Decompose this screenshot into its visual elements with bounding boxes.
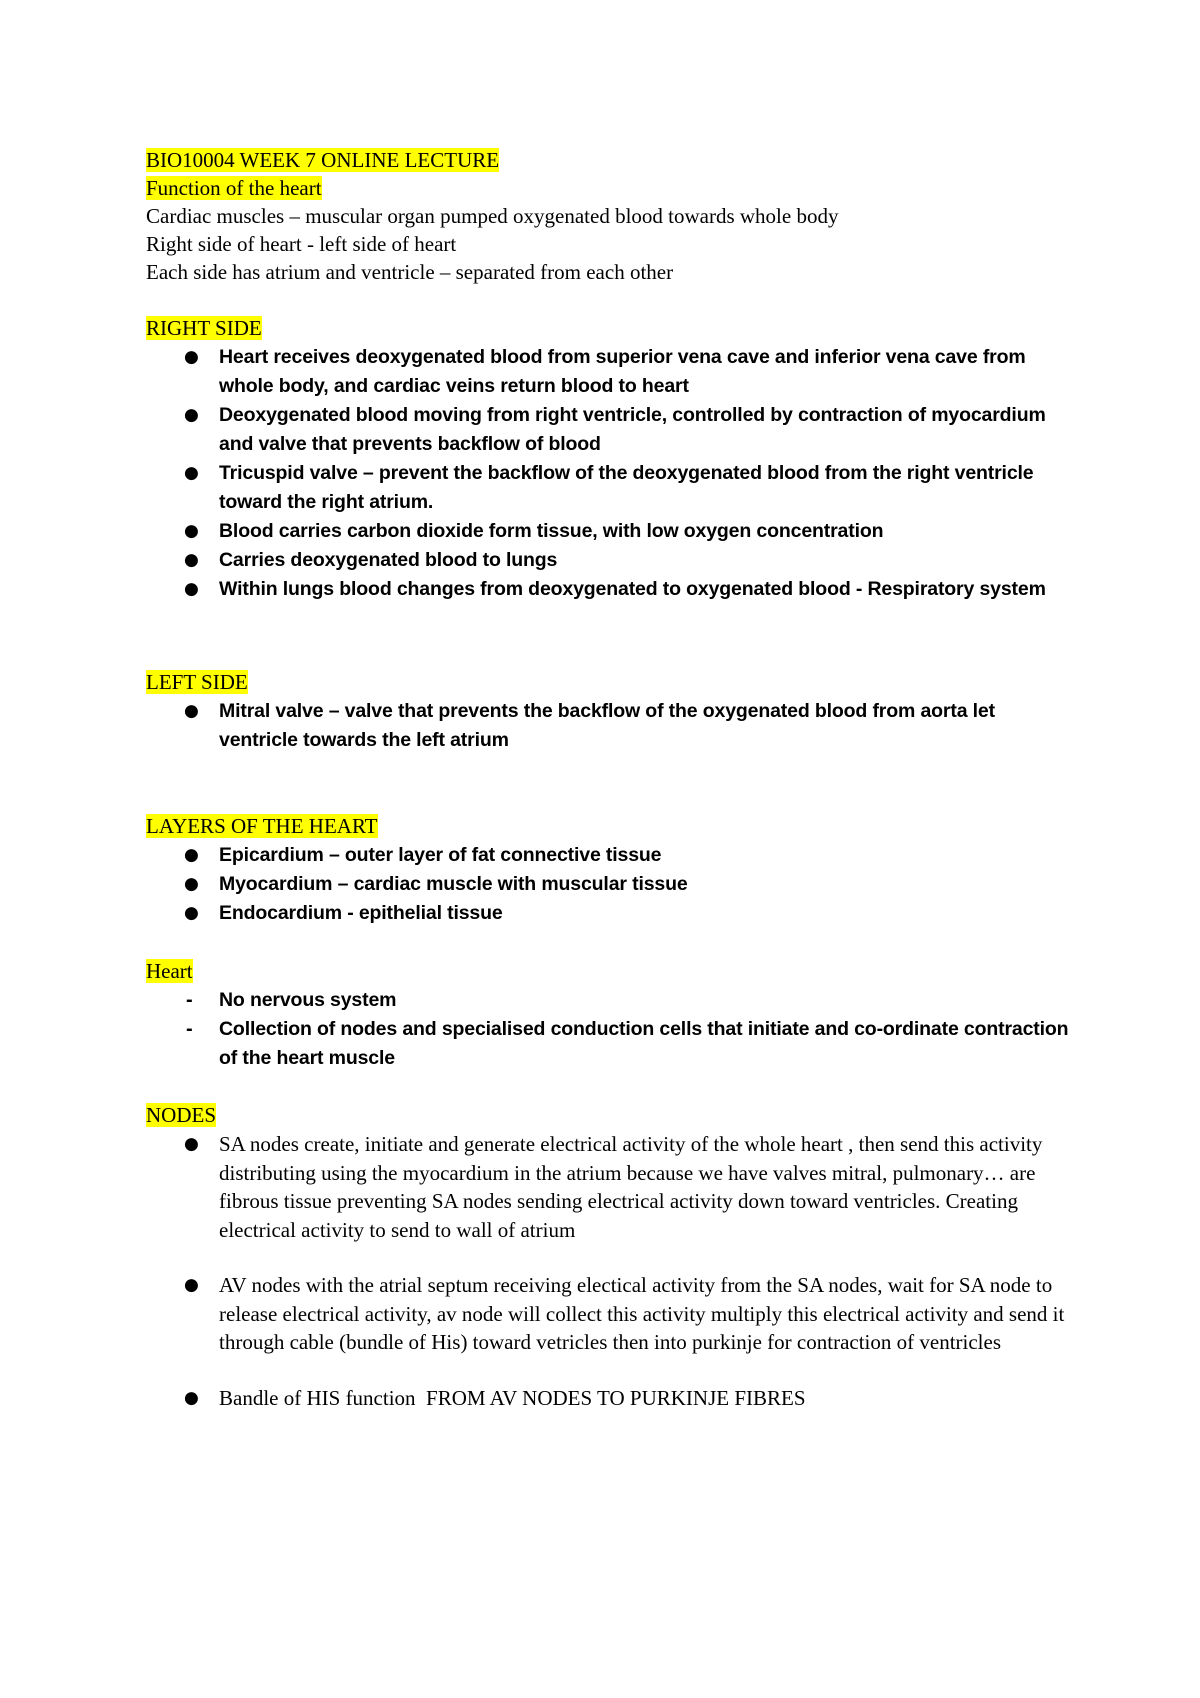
list-item (0, 986, 1069, 1015)
list-item (0, 1130, 1069, 1244)
section-heading-heart (146, 957, 193, 985)
title-highlight: BIO10004 WEEK 7 ONLINE LECTURE (146, 148, 500, 172)
right-side-highlight: RIGHT SIDE (146, 316, 262, 340)
list-item-text: Tricuspid valve – prevent the backflow of the deoxygenated blood from the right ventricle toward the right atrium. (219, 462, 1034, 513)
left-side-list (0, 697, 1200, 755)
list-item (0, 1384, 1069, 1413)
dash-icon: - (186, 1018, 193, 1040)
list-item (0, 841, 1069, 870)
list-item-text: Epicardium – outer layer of fat connective tissue (219, 844, 662, 866)
list-item-text: Endocardium - epithelial tissue (219, 902, 503, 924)
bullet-icon: ● (184, 874, 199, 894)
section-heading-nodes (146, 1101, 216, 1129)
bullet-icon: ● (184, 463, 199, 483)
bullet-icon: ● (184, 550, 199, 570)
bullet-icon: ● (184, 521, 199, 541)
list-item (0, 546, 1069, 575)
bullet-icon: ● (184, 1275, 199, 1295)
section-heading-right-side (146, 314, 262, 342)
intro-heading-highlight: Function of the heart (146, 176, 322, 200)
list-item-text: Carries deoxygenated blood to lungs (219, 549, 558, 571)
list-item (0, 517, 1069, 546)
bullet-icon: ● (184, 405, 199, 425)
nodes-list (0, 1130, 1200, 1412)
right-side-list (0, 343, 1200, 604)
dash-icon: - (186, 989, 193, 1011)
bullet-icon: ● (184, 1134, 199, 1154)
layers-list (0, 841, 1200, 928)
section-heading-left-side (146, 668, 248, 696)
list-item-text: Heart receives deoxygenated blood from superior vena cave and inferior vena cave from whole body, and cardiac veins return blood to heart (219, 346, 1026, 397)
list-item-text: SA nodes create, initiate and generate electrical activity of the whole heart , then send this activity distributing using the myocardium in the atrium because we have valves mitral, pulmonary… are fibrous tissue preventing SA nodes sending electrical activity down toward ventricles. Creating electrical activity to send to wall of atrium (219, 1132, 1043, 1242)
left-side-highlight: LEFT SIDE (146, 670, 248, 694)
bullet-icon: ● (184, 1387, 199, 1408)
list-item-text: Bandle of HIS function FROM AV NODES TO PURKINJE FIBRES (219, 1385, 806, 1410)
list-item (0, 459, 1069, 517)
list-item-text: Mitral valve – valve that prevents the backflow of the oxygenated blood from aorta let ventricle towards the left atrium (219, 700, 995, 751)
bullet-icon: ● (184, 347, 199, 367)
list-item (0, 401, 1069, 459)
intro-line: Right side of heart - left side of heart (146, 232, 457, 256)
bullet-icon: ● (184, 579, 199, 599)
list-item (0, 575, 1069, 604)
list-item-text: Deoxygenated blood moving from right ventricle, controlled by contraction of myocardium and valve that prevents backflow of blood (219, 404, 1046, 455)
layers-highlight: LAYERS OF THE HEART (146, 814, 378, 838)
list-item-text: Blood carries carbon dioxide form tissue, with low oxygen concentration (219, 520, 884, 542)
list-item-text: AV nodes with the atrial septum receiving electical activity from the SA nodes, wait for SA node to release electrical activity, av node will collect this activity multiply this electrical activity and send it through cable (bundle of His) toward vetricles then into purkinje for contraction of ventricles (219, 1273, 1065, 1354)
nodes-highlight: NODES (146, 1103, 217, 1127)
list-item-text: Myocardium – cardiac muscle with muscular tissue (219, 873, 688, 895)
bullet-icon: ● (184, 845, 199, 865)
list-item (0, 899, 1069, 928)
document-title (146, 146, 499, 174)
bullet-icon: ● (184, 903, 199, 923)
list-item (0, 870, 1069, 899)
list-item (0, 697, 1069, 755)
heart-highlight: Heart (146, 959, 193, 983)
intro-heading (146, 174, 322, 202)
list-item-text: Within lungs blood changes from deoxygenated to oxygenated blood - Respiratory system (219, 578, 1046, 600)
intro-line: Each side has atrium and ventricle – separated from each other (146, 260, 674, 284)
list-item (0, 1271, 1069, 1357)
list-item-text: Collection of nodes and specialised conduction cells that initiate and co-ordinate contraction of the heart muscle (219, 1018, 1069, 1069)
list-item-text: No nervous system (219, 989, 397, 1011)
list-item (0, 343, 1069, 401)
heart-list (0, 986, 1200, 1073)
list-item (0, 1015, 1069, 1073)
intro-line: Cardiac muscles – muscular organ pumped oxygenated blood towards whole body (146, 204, 839, 228)
bullet-icon: ● (184, 701, 199, 721)
section-heading-layers (146, 812, 378, 840)
